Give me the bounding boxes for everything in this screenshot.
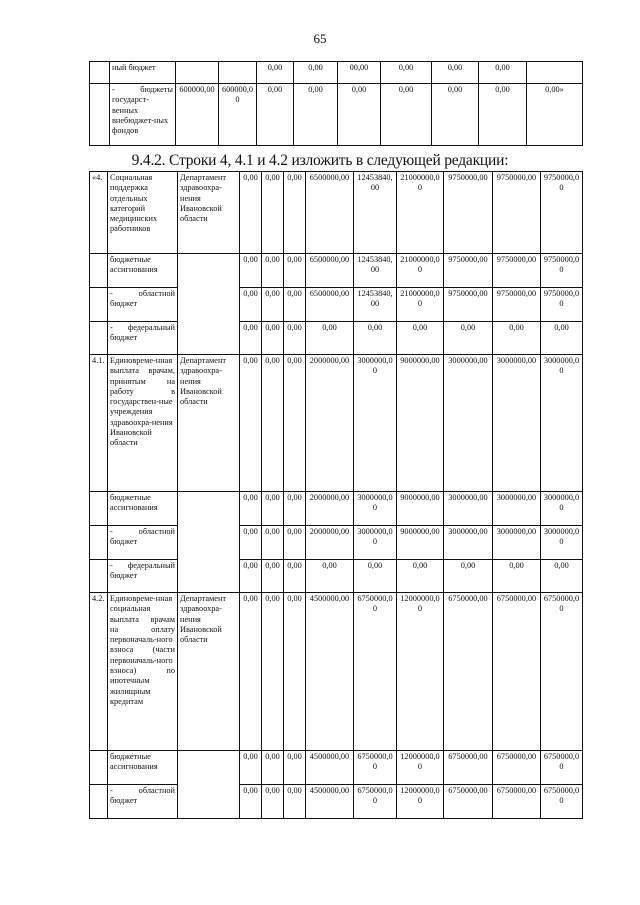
value-cell: 0,00 xyxy=(262,593,284,751)
value-cell: 0,00 xyxy=(284,785,306,819)
funding-source-label: - федеральный бюджет xyxy=(108,322,178,355)
value-cell: 0,00 xyxy=(240,322,262,355)
value-cell: 12453840,00 xyxy=(354,288,397,322)
value-cell: 6750000,00 xyxy=(354,785,397,819)
section-title: Единовреме-нная выплата врачам, принятым на работу в государствен-ные учреждения здравоохра-нения Ивановской области xyxy=(108,355,178,492)
main-table xyxy=(89,171,583,819)
section-number xyxy=(90,560,108,593)
value-cell: 9750000,00 xyxy=(493,172,541,254)
section-number xyxy=(90,288,108,322)
value-cell: 0,00 xyxy=(444,560,493,593)
value-cell: 6500000,00 xyxy=(306,172,354,254)
section-number xyxy=(90,254,108,288)
funding-source-label: - областной бюджет xyxy=(108,785,178,819)
value-cell: 6750000,00 xyxy=(541,785,583,819)
row-number-cell xyxy=(90,84,110,146)
value-cell: 0,00 xyxy=(240,288,262,322)
value-cell: 0,00 xyxy=(284,492,306,526)
value-cell: 0,00 xyxy=(479,84,527,146)
value-cell: 3000000,00 xyxy=(444,526,493,560)
value-cell: 0,00 xyxy=(262,172,284,254)
value-cell: 9000000,00 xyxy=(397,355,444,492)
row-number-cell xyxy=(90,62,110,84)
value-cell: 0,00 xyxy=(262,560,284,593)
value-cell: 0,00 xyxy=(294,84,338,146)
section-number: 4.1. xyxy=(90,355,108,492)
value-cell: 0,00 xyxy=(397,322,444,355)
value-cell: 0,00 xyxy=(262,785,284,819)
value-cell: 0,00 xyxy=(294,62,338,84)
responsible-department: Департамент здравоохра-нения Ивановской области xyxy=(178,172,240,254)
value-cell: 3000000,00 xyxy=(354,526,397,560)
value-cell: 0,00 xyxy=(397,560,444,593)
value-cell: 0,00 xyxy=(284,560,306,593)
value-cell: 12000000,00 xyxy=(397,751,444,785)
value-cell: 9750000,00 xyxy=(444,172,493,254)
value-cell: 6750000,00 xyxy=(493,593,541,751)
value-cell: 0,00 xyxy=(257,84,294,146)
value-cell: 9750000,00 xyxy=(444,254,493,288)
value-cell: 0,00 xyxy=(284,322,306,355)
value-cell: 0,00 xyxy=(479,62,527,84)
funding-source-label: бюджетные ассигнования xyxy=(108,254,178,288)
value-cell: 12453840,00 xyxy=(354,172,397,254)
value-cell: 0,00 xyxy=(262,751,284,785)
funding-source-label: - областной бюджет xyxy=(108,526,178,560)
responsible-department: Департамент здравоохра-нения Ивановской области xyxy=(178,593,240,751)
value-cell: 6750000,00 xyxy=(444,785,493,819)
value-cell: 3000000,00 xyxy=(493,492,541,526)
value-cell: 0,00 xyxy=(240,254,262,288)
value-cell: 0,00 xyxy=(284,172,306,254)
funding-source-label: бюджетные ассигнования xyxy=(108,751,178,785)
value-cell: 21000000,00 xyxy=(397,172,444,254)
value-cell: 0,00 xyxy=(354,322,397,355)
value-cell: 0,00 xyxy=(257,62,294,84)
table-row xyxy=(90,593,583,751)
value-cell: 2000000,00 xyxy=(306,355,354,492)
value-cell: 9750000,00 xyxy=(541,254,583,288)
value-cell: 600000,00 xyxy=(176,84,219,146)
value-cell: 9000000,00 xyxy=(397,492,444,526)
value-cell: 6500000,00 xyxy=(306,288,354,322)
value-cell: 4500000,00 xyxy=(306,785,354,819)
funding-source-label: - федеральный бюджет xyxy=(108,560,178,593)
top-table-fragment xyxy=(89,61,583,146)
department-cell xyxy=(178,254,240,288)
value-cell: 6750000,00 xyxy=(354,593,397,751)
value-cell: 0,00 xyxy=(262,288,284,322)
table-row xyxy=(90,62,583,84)
section-number xyxy=(90,785,108,819)
value-cell: 21000000,00 xyxy=(397,254,444,288)
department-cell xyxy=(178,492,240,526)
value-cell: 6750000,00 xyxy=(541,751,583,785)
section-number xyxy=(90,526,108,560)
value-cell: 0,00 xyxy=(240,355,262,492)
value-cell: 9750000,00 xyxy=(493,254,541,288)
table-row xyxy=(90,322,583,355)
value-cell: 12453840,00 xyxy=(354,254,397,288)
department-cell xyxy=(178,288,240,322)
value-cell: 3000000,00 xyxy=(541,492,583,526)
responsible-department: Департамент здравоохра-нения Ивановской области xyxy=(178,355,240,492)
value-cell: 0,00 xyxy=(284,254,306,288)
value-cell: 0,00 xyxy=(541,560,583,593)
value-cell: 0,00 xyxy=(541,322,583,355)
value-cell: 0,00 xyxy=(432,62,479,84)
value-cell: 0,00 xyxy=(493,322,541,355)
value-cell: 3000000,00 xyxy=(444,355,493,492)
value-cell: 0,00 xyxy=(240,492,262,526)
amendment-heading: 9.4.2. Строки 4, 4.1 и 4.2 изложить в следующей редакции: xyxy=(131,152,509,169)
section-number xyxy=(90,322,108,355)
value-cell: 21000000,00 xyxy=(397,288,444,322)
value-cell xyxy=(219,62,257,84)
value-cell: 0,00 xyxy=(240,172,262,254)
funding-source-label: бюджетные ассигнования xyxy=(108,492,178,526)
table-row xyxy=(90,785,583,819)
value-cell: 4500000,00 xyxy=(306,751,354,785)
value-cell: 4500000,00 xyxy=(306,593,354,751)
value-cell: 6500000,00 xyxy=(306,254,354,288)
value-cell xyxy=(527,62,583,84)
section-number xyxy=(90,492,108,526)
table-row xyxy=(90,751,583,785)
value-cell: 6750000,00 xyxy=(444,593,493,751)
value-cell: 6750000,00 xyxy=(493,785,541,819)
table-row xyxy=(90,288,583,322)
value-cell: 6750000,00 xyxy=(354,751,397,785)
value-cell xyxy=(176,62,219,84)
value-cell: 0,00 xyxy=(381,62,432,84)
table-row xyxy=(90,84,583,146)
value-cell: 0,00 xyxy=(240,560,262,593)
row-label: - бюджеты государст-венных внебюджет-ных фондов xyxy=(110,84,176,146)
value-cell: 0,00 xyxy=(262,355,284,492)
value-cell: 3000000,00 xyxy=(541,355,583,492)
value-cell: 9750000,00 xyxy=(541,288,583,322)
value-cell: 0,00 xyxy=(284,526,306,560)
value-cell: 9750000,00 xyxy=(493,288,541,322)
value-cell: 9750000,00 xyxy=(541,172,583,254)
value-cell: 3000000,00 xyxy=(354,492,397,526)
department-cell xyxy=(178,526,240,560)
value-cell: 0,00 xyxy=(284,355,306,492)
department-cell xyxy=(178,751,240,785)
funding-source-label: - областной бюджет xyxy=(108,288,178,322)
value-cell: 3000000,00 xyxy=(541,526,583,560)
value-cell: 0,00 xyxy=(493,560,541,593)
table-row xyxy=(90,526,583,560)
value-cell: 0,00 xyxy=(262,254,284,288)
value-cell: 0,00 xyxy=(262,492,284,526)
table-row xyxy=(90,254,583,288)
value-cell: 0,00 xyxy=(381,84,432,146)
value-cell: 6750000,00 xyxy=(493,751,541,785)
value-cell: 0,00 xyxy=(262,322,284,355)
value-cell: 9750000,00 xyxy=(444,288,493,322)
value-cell: 3000000,00 xyxy=(493,526,541,560)
value-cell: 6750000,00 xyxy=(541,593,583,751)
section-title: Единовреме-нная социальная выплата врачам на оплату первоначаль-ного взноса (части первоначаль-ного взноса) по ипотечным жилищным кредитам xyxy=(108,593,178,751)
value-cell: 6750000,00 xyxy=(444,751,493,785)
table-row xyxy=(90,355,583,492)
department-cell xyxy=(178,560,240,593)
value-cell: 3000000,00 xyxy=(444,492,493,526)
value-cell: 9000000,00 xyxy=(397,526,444,560)
value-cell: 600000,00 xyxy=(219,84,257,146)
value-cell: 0,00 xyxy=(284,593,306,751)
table-row xyxy=(90,492,583,526)
value-cell: 0,00 xyxy=(284,751,306,785)
section-number: «4. xyxy=(90,172,108,254)
value-cell: 3000000,00 xyxy=(493,355,541,492)
value-cell: 0,00 xyxy=(432,84,479,146)
value-cell: 12000000,00 xyxy=(397,785,444,819)
value-cell: 12000000,00 xyxy=(397,593,444,751)
value-cell: 0,00 xyxy=(306,322,354,355)
value-cell: 0,00 xyxy=(262,526,284,560)
value-cell: 2000000,00 xyxy=(306,526,354,560)
value-cell: 0,00 xyxy=(240,751,262,785)
department-cell xyxy=(178,785,240,819)
value-cell: 0,00 xyxy=(240,526,262,560)
value-cell: 0,00 xyxy=(284,288,306,322)
value-cell: 0,00 xyxy=(240,593,262,751)
row-label: ный бюджет xyxy=(110,62,176,84)
table-row xyxy=(90,172,583,254)
value-cell: 0,00 xyxy=(444,322,493,355)
page-number: 65 xyxy=(313,31,327,46)
section-number: 4.2. xyxy=(90,593,108,751)
value-cell: 0,00 xyxy=(240,785,262,819)
value-cell: 0,00 xyxy=(354,560,397,593)
value-cell: 0,00 xyxy=(306,560,354,593)
section-title: Социальная поддержка отдельных категорий медицинских работников xyxy=(108,172,178,254)
value-cell: 3000000,00 xyxy=(354,355,397,492)
value-cell: 00,00 xyxy=(338,62,381,84)
department-cell xyxy=(178,322,240,355)
section-number xyxy=(90,751,108,785)
value-cell: 0,00 xyxy=(338,84,381,146)
value-cell: 0,00» xyxy=(527,84,583,146)
value-cell: 2000000,00 xyxy=(306,492,354,526)
table-row xyxy=(90,560,583,593)
